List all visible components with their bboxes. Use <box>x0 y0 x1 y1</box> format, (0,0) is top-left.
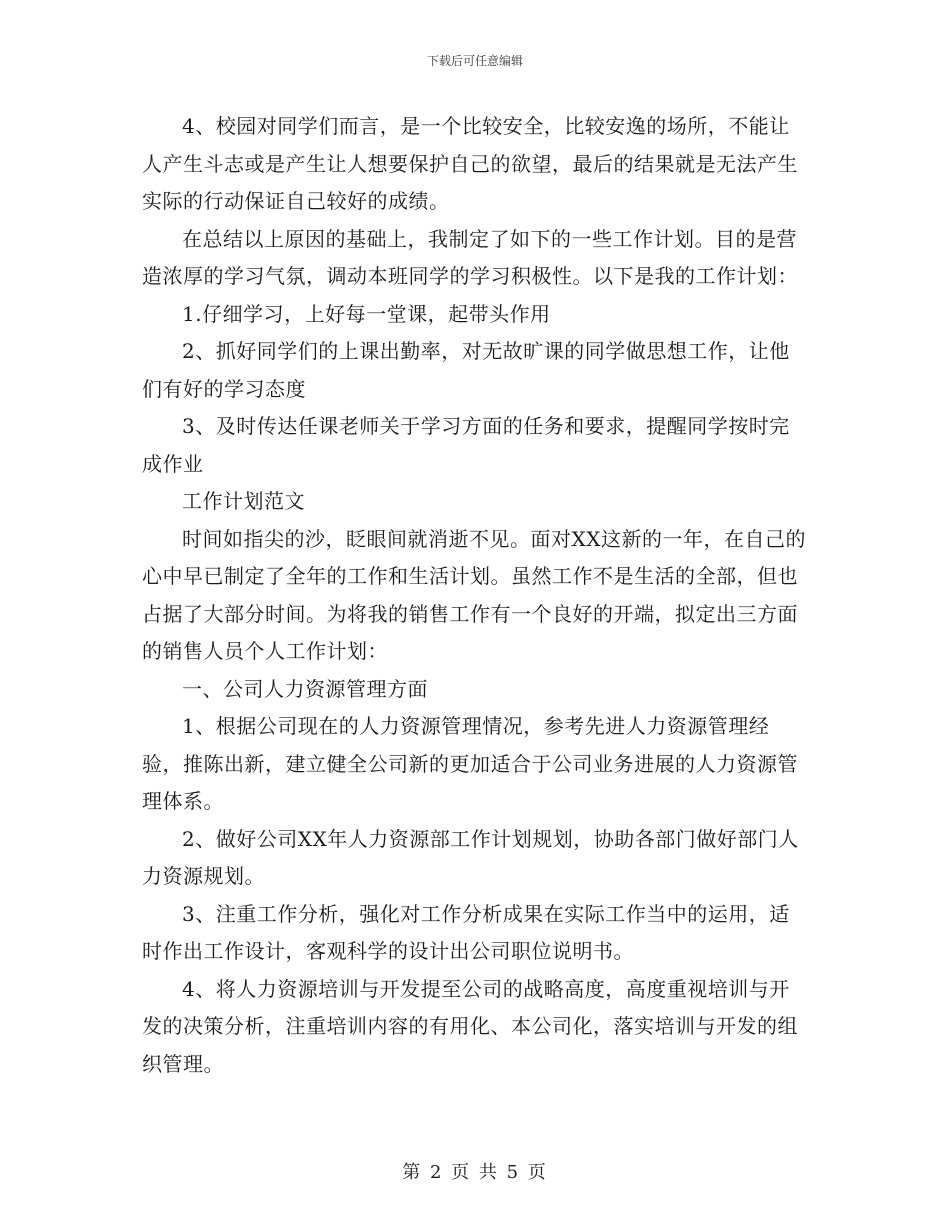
paragraph: 4、校园对同学们而言，是一个比较安全，比较安逸的场所，不能让人产生斗志或是产生让人想要保护自己的欲望，最后的结果就是无法产生实际的行动保证自己较好的成绩。 <box>142 114 798 213</box>
document-body <box>142 108 810 1083</box>
paragraph: 时间如指尖的沙，眨眼间就消逝不见。面对XX这新的一年，在自己的心中早已制定了全年的工作和生活计划。虽然工作不是生活的全部，但也占据了大部分时间。为将我的销售工作有一个良好的开端，拟定出三方面的销售人员个人工作计划： <box>142 526 806 663</box>
paragraph: 4、将人力资源培训与开发提至公司的战略高度，高度重视培训与开发的决策分析，注重培训内容的有用化、本公司化，落实培训与开发的组织管理。 <box>142 976 798 1076</box>
paragraph: 3、及时传达任课老师关于学习方面的任务和要求，提醒同学按时完成作业 <box>142 414 790 476</box>
paragraph: 1、根据公司现在的人力资源管理情况，参考先进人力资源管理经验，推陈出新，建立健全公司新的更加适合于公司业务进展的人力资源管理体系。 <box>142 714 798 813</box>
section-heading: 一、公司人力资源管理方面 <box>182 676 428 701</box>
paragraph: 1.仔细学习，上好每一堂课，起带头作用 <box>182 301 551 326</box>
paragraph: 在总结以上原因的基础上，我制定了如下的一些工作计划。目的是营造浓厚的学习气氛，调动本班同学的学习积极性。以下是我的工作计划： <box>142 226 798 288</box>
paragraph: 2、抓好同学们的上课出勤率，对无故旷课的同学做思想工作，让他们有好的学习态度 <box>142 339 790 401</box>
section-heading: 工作计划范文 <box>182 489 305 513</box>
page-header: 下载后可任意编辑 <box>426 54 523 68</box>
page-number: 第 2 页 共 5 页 <box>402 1162 548 1183</box>
paragraph: 3、注重工作分析，强化对工作分析成果在实际工作当中的运用，适时作出工作设计，客观科学的设计出公司职位说明书。 <box>142 901 790 963</box>
paragraph: 2、做好公司XX年人力资源部工作计划规划，协助各部门做好部门人力资源规划。 <box>142 826 799 888</box>
